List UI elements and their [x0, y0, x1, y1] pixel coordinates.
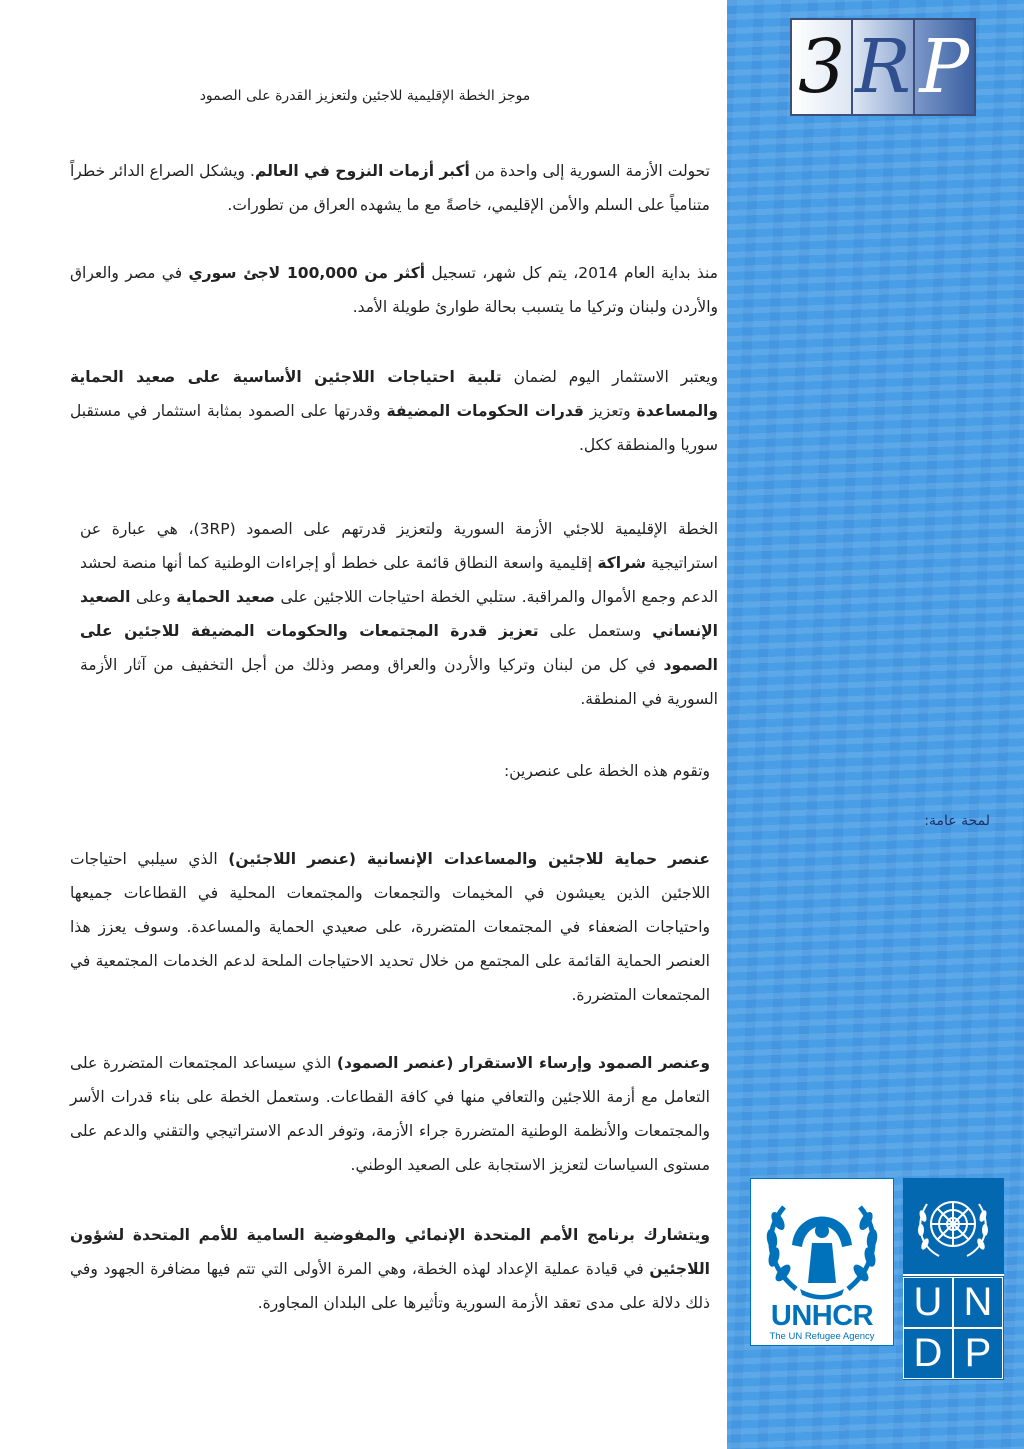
emphasis-text: ويتشارك برنامج الأمم المتحدة الإنمائي والمفوضية السامية للأمم المتحدة لشؤون اللاجئين	[70, 1226, 710, 1278]
undp-logo	[903, 1178, 1004, 1380]
document-title: موجز الخطة الإقليمية للاجئين ولتعزيز القدرة على الصمود	[199, 88, 531, 104]
paragraph-registration	[70, 256, 718, 324]
emphasis-text: تلبية احتياجات اللاجئين الأساسية على صعيد الحماية والمساعدة	[70, 368, 718, 420]
emphasis-text: أكبر أزمات النزوح في العالم	[254, 162, 470, 180]
unhcr-logo	[750, 1178, 894, 1346]
paragraph-text: منذ بداية العام 2014، يتم كل شهر، تسجيل	[425, 264, 718, 282]
paragraph-text: وعلى	[130, 588, 177, 606]
logo-3rp	[790, 18, 976, 116]
emphasis-text: تعزيز قدرة المجتمعات والحكومات المضيفة للاجئين على الصمود	[80, 622, 718, 674]
paragraph-text: تحولت الأزمة السورية إلى واحدة من	[469, 162, 710, 180]
logo-3rp-letter: P	[915, 20, 974, 114]
paragraph-text: الذي سيساعد المجتمعات المتضررة على التعامل مع أزمة اللاجئين والتعافي منها في كافة القطاعات. وستعمل الخطة على بناء قدرات الأسر والمجتمعات والأنظمة الوطنية المتضررة جراء الأزمة، وتوفر الدعم الاستراتيجي والتقني والدعم على مستوى السياسات لتعزيز الاستجابة على الصعيد الوطني.	[70, 1054, 710, 1174]
emphasis-text: عنصر حماية للاجئين والمساعدات الإنسانية (عنصر اللاجئين)	[228, 850, 710, 868]
emphasis-text: صعيد الحماية	[176, 588, 275, 606]
logo-3rp-letter: 3	[792, 20, 853, 114]
unhcr-emblem-icon	[756, 1185, 888, 1303]
unhcr-tagline: The UN Refugee Agency	[769, 1331, 875, 1342]
paragraph-text: في مصر والعراق والأردن ولبنان وتركيا ما يتسبب بحالة طوارئ طويلة الأمد.	[70, 264, 718, 316]
unhcr-wordmark: UNHCR	[770, 1300, 874, 1332]
paragraph-text: الخطة الإقليمية للاجئي الأزمة السورية ولتعزيز قدرتهم على الصمود (3RP)، هي عبارة عن استراتيجية	[80, 520, 718, 572]
emphasis-text: أكثر من 100,000 لاجئ سوري	[188, 264, 426, 282]
paragraph-text: وتقوم هذه الخطة على عنصرين:	[504, 762, 710, 780]
paragraph-text: في قيادة عملية الإعداد لهذه الخطة، وهي المرة الأولى التي تتم فيها مضافرة الجهود وفي ذلك دلالة على مدى تعقد الأزمة السورية وتأثيرها على البلدان المجاورة.	[70, 1260, 710, 1312]
paragraph-3rp-plan	[80, 512, 718, 716]
logo-3rp-letter: R	[853, 20, 914, 114]
paragraph-partnership	[70, 1218, 710, 1320]
undp-letter: N	[953, 1277, 1003, 1328]
emphasis-text: شراكة	[597, 554, 646, 572]
paragraph-text: في كل من لبنان وتركيا والأردن والعراق ومصر وذلك من أجل التخفيف من آثار الأزمة السورية في المنطقة.	[80, 656, 718, 708]
paragraph-text: إقليمية واسعة النطاق قائمة على خطط أو إجراءات الوطنية كما أنها منصة لحشد الدعم وجمع الأموال والمراقبة. ستلبي الخطة احتياجات اللاجئين على	[80, 554, 718, 606]
paragraph-text: ويعتبر الاستثمار اليوم لضمان	[501, 368, 718, 386]
emphasis-text: وعنصر الصمود وإرساء الاستقرار (عنصر الصمود)	[336, 1054, 710, 1072]
undp-letter: D	[903, 1328, 953, 1379]
paragraph-text: وتعزيز	[583, 402, 637, 420]
overview-label: لمحة عامة:	[924, 813, 990, 829]
paragraph-text: الذي سيلبي احتياجات اللاجئين الذين يعيشون في المخيمات والتجمعات والمجتمعات المحلية في القطاعات جميعها واحتياجات الضعفاء في المجتمعات المتضررة، على صعيدي الحماية والمساعدة. وسوف يعزز هذا العنصر الحماية القائمة على المجتمع من خلال تحديد الاحتياجات الملحة لدعم الخدمات المجتمعية في المجتمعات المتضررة.	[70, 850, 710, 1004]
undp-letter: P	[953, 1328, 1003, 1379]
paragraph-investment	[70, 360, 718, 462]
emphasis-text: قدرات الحكومات المضيفة	[386, 402, 584, 420]
paragraph-text: وستعمل على	[538, 622, 653, 640]
paragraph-refugee-component	[70, 842, 710, 1012]
paragraph-displacement	[70, 154, 710, 222]
emphasis-text: الصعيد الإنساني	[80, 588, 718, 640]
paragraph-components-intro	[70, 754, 710, 788]
un-emblem-icon	[903, 1178, 1004, 1276]
paragraph-text: . ويشكل الصراع الدائر خطراً متنامياً على السلم والأمن الإقليمي، خاصةً مع ما يشهده العراق من تطورات.	[70, 162, 710, 214]
paragraph-text: وقدرتها على الصمود بمثابة استثمار في مستقبل سوريا والمنطقة ككل.	[70, 402, 718, 454]
paragraph-resilience-component	[70, 1046, 710, 1182]
undp-letter: U	[903, 1277, 953, 1328]
